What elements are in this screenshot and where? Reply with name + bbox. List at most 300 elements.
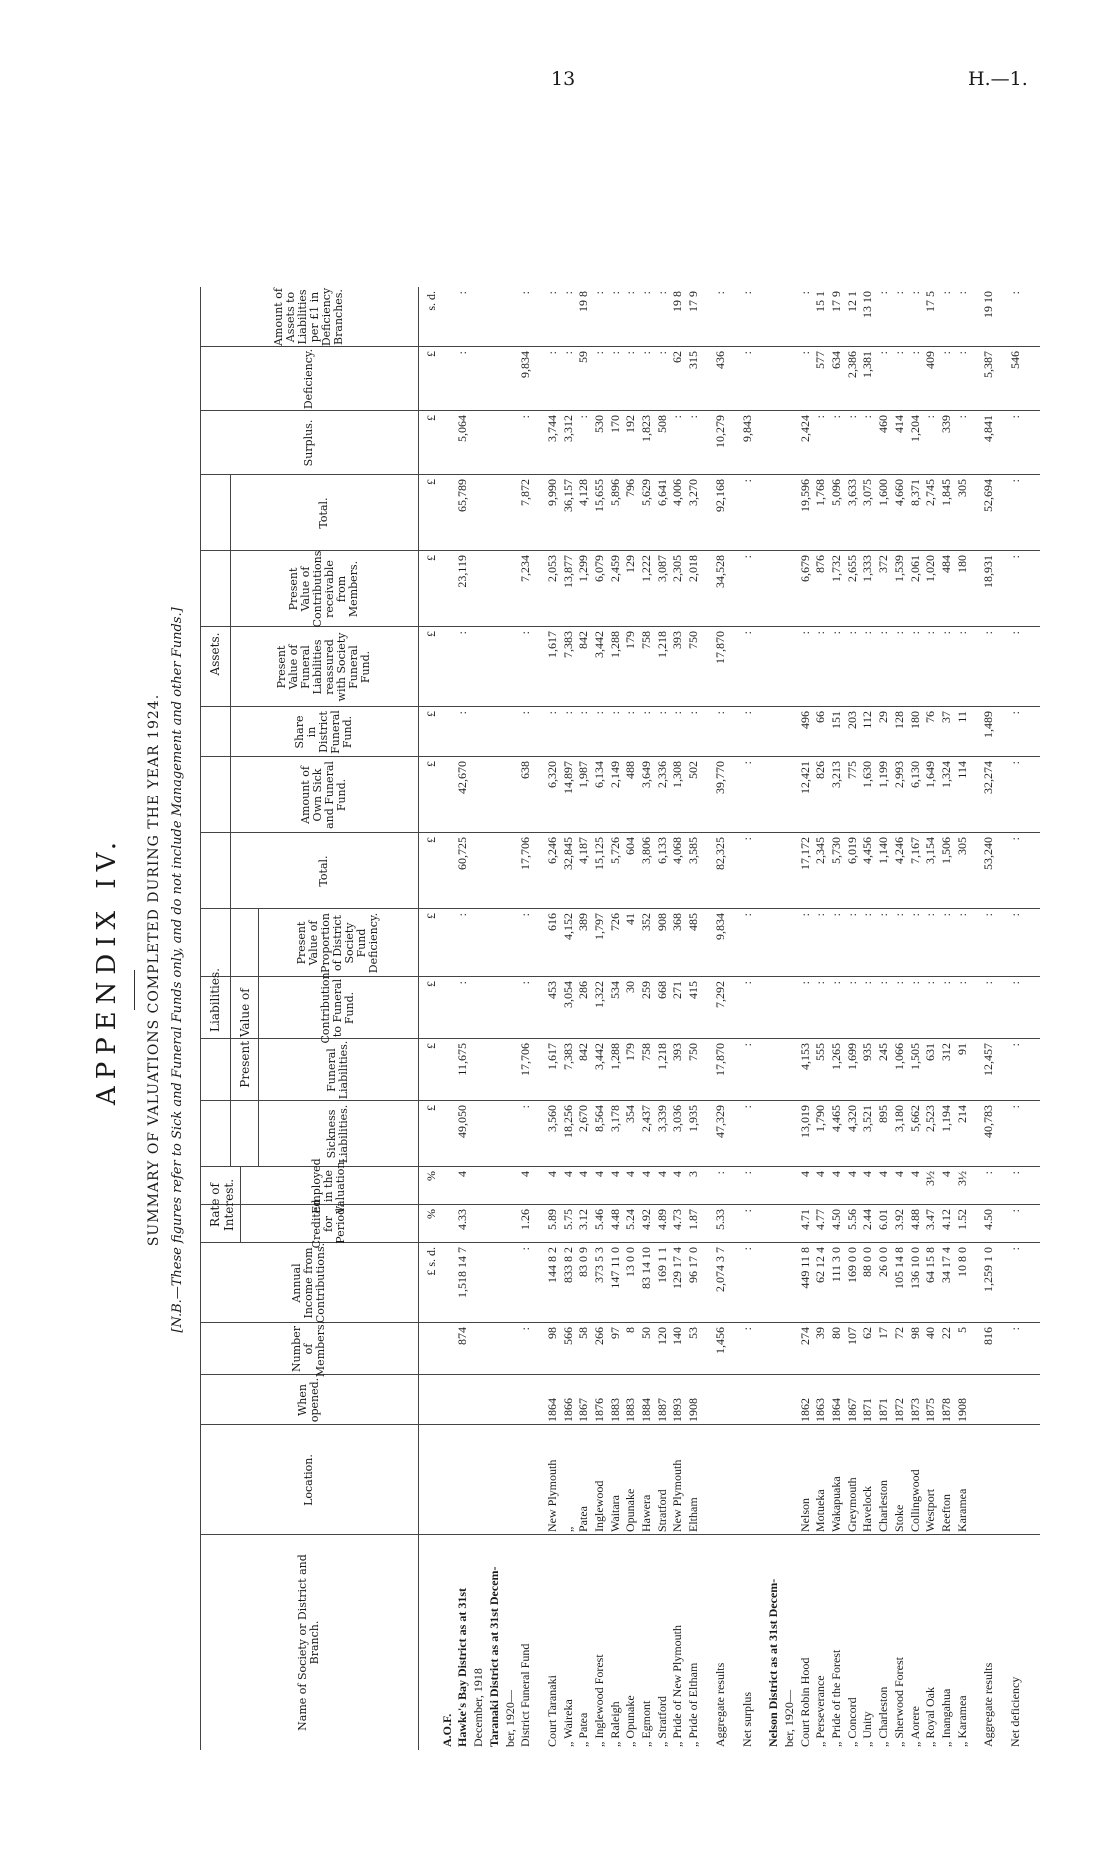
table-cell: 14,897 (560, 761, 575, 794)
table-cell: 4,246 (891, 837, 906, 864)
column-header-9: Funeral Liabilities. (325, 1040, 350, 1100)
table-cell: : (623, 291, 638, 295)
table-cell: 3,087 (654, 555, 669, 582)
table-cell: : (712, 1171, 727, 1175)
table-cell: 1867 (576, 1398, 591, 1422)
table-cell: „ Stratford (654, 1696, 669, 1747)
table-cell: : (1008, 415, 1023, 419)
table-cell: 15,655 (591, 479, 606, 512)
table-cell: 140 (670, 1327, 685, 1345)
table-cell: 4 (797, 1171, 812, 1177)
table-cell: 4 (576, 1171, 591, 1177)
table-cell: Opunake (623, 1488, 638, 1532)
table-cell: : (1008, 761, 1023, 765)
table-cell: : (813, 981, 828, 985)
table-cell: 58 (576, 1327, 591, 1339)
table-cell: 1,505 (907, 1043, 922, 1070)
table-cell: 13 10 (860, 291, 875, 318)
table-cell: 726 (607, 913, 622, 931)
table-cell: 98 (907, 1327, 922, 1339)
table-cell: : (844, 913, 859, 917)
table-cell: : (876, 981, 891, 985)
table-cell: : (739, 981, 754, 985)
table-cell: : (797, 981, 812, 985)
table-cell: : (981, 981, 996, 985)
table-cell: 4 (938, 1171, 953, 1177)
table-cell: 3,054 (560, 981, 575, 1008)
table-cell: 3.47 (923, 1209, 938, 1230)
table-cell: : (1008, 1327, 1023, 1331)
table-cell: : (739, 1105, 754, 1109)
table-cell: 179 (623, 631, 638, 649)
table-cell: 83 14 10 (639, 1247, 654, 1289)
table-cell: 17,870 (712, 631, 727, 664)
table-cell: 4 (639, 1171, 654, 1177)
column-header-1: Name of Society or District and Branch. (296, 1554, 321, 1731)
table-cell: 1862 (797, 1398, 812, 1422)
table-cell: 842 (576, 631, 591, 649)
table-cell: 1908 (686, 1398, 701, 1422)
table-cell: : (518, 1247, 533, 1251)
table-cell: 7,383 (560, 631, 575, 658)
table-cell: 1,823 (639, 415, 654, 442)
table-cell: 4.71 (797, 1209, 812, 1230)
table-cell: : (876, 351, 891, 355)
rotated-page (40, 150, 1040, 1790)
table-cell: : (1008, 913, 1023, 917)
table-cell: 1,259 1 0 (981, 1247, 996, 1292)
table-cell: : (891, 351, 906, 355)
table-cell: „ Egmont (639, 1700, 654, 1747)
table-cell: 66 (813, 711, 828, 723)
table-cell: Stratford (654, 1489, 669, 1532)
table-cell: 62 (670, 351, 685, 363)
table-cell: 1864 (829, 1398, 844, 1422)
table-cell: : (739, 711, 754, 715)
table-cell: 1,797 (591, 913, 606, 940)
table-cell: 18,256 (560, 1105, 575, 1138)
table-cell: 631 (923, 1043, 938, 1061)
table-cell: 4.33 (455, 1209, 470, 1230)
table-cell: 1,308 (670, 761, 685, 788)
header-top-rule (200, 287, 201, 1750)
table-cell: 1,222 (639, 555, 654, 582)
table-cell: 62 12 4 (813, 1247, 828, 1283)
table-cell: £ (424, 913, 438, 919)
table-cell: 60,725 (455, 837, 470, 870)
table-cell: : (591, 711, 606, 715)
table-cell: 169 1 1 (654, 1247, 669, 1283)
table-cell: 2.44 (860, 1209, 875, 1230)
table-cell: 96 17 0 (686, 1247, 701, 1283)
table-cell: 4.50 (829, 1209, 844, 1230)
table-cell: 4 (455, 1171, 470, 1177)
table-cell: 1,935 (686, 1105, 701, 1132)
table-cell: : (455, 351, 470, 355)
table-cell: : (1008, 1105, 1023, 1109)
table-cell: 9,834 (712, 913, 727, 940)
table-cell: 1,299 (576, 555, 591, 582)
table-cell: : (739, 761, 754, 765)
table-cell: : (560, 291, 575, 295)
table-cell: 3,180 (891, 1105, 906, 1132)
table-cell: 4,128 (576, 479, 591, 506)
table-cell: Reefton (938, 1494, 953, 1532)
table-cell: : (455, 981, 470, 985)
table-cell: 144 8 2 (544, 1247, 559, 1283)
table-cell: Hawke's Bay District as at 31st (455, 1588, 470, 1747)
table-cell: 3,154 (923, 837, 938, 864)
table-cell: „ Inangahua (938, 1688, 953, 1747)
table-cell: 4.73 (670, 1209, 685, 1230)
table-cell: 4,152 (560, 913, 575, 940)
table-cell: 5,064 (455, 415, 470, 442)
table-cell: 179 (623, 1043, 638, 1061)
table-cell: : (844, 631, 859, 635)
table-cell: 10 8 0 (954, 1247, 969, 1277)
table-cell: 136 10 0 (907, 1247, 922, 1289)
table-cell: : (797, 913, 812, 917)
table-cell: 3,744 (544, 415, 559, 442)
table-cell: : (518, 631, 533, 635)
table-cell: : (607, 351, 622, 355)
table-cell: 555 (813, 1043, 828, 1061)
table-cell: Havelock (860, 1486, 875, 1532)
table-cell: 2,459 (607, 555, 622, 582)
table-cell: : (518, 1327, 533, 1331)
table-cell: 1867 (844, 1398, 859, 1422)
table-cell: 1893 (670, 1398, 685, 1422)
table-cell: 1864 (544, 1398, 559, 1422)
table-cell: 1,630 (860, 761, 875, 788)
table-cell: : (518, 913, 533, 917)
table-cell: „ Pride of New Plymouth (670, 1625, 685, 1747)
table-cell: Net surplus (739, 1692, 754, 1747)
table-cell: 169 0 0 (844, 1247, 859, 1283)
table-cell: Motueka (813, 1489, 828, 1532)
table-cell: 19 8 (576, 291, 591, 312)
table-cell: 6.01 (876, 1209, 891, 1230)
column-header-3: When opened. (296, 1377, 321, 1423)
table-cell: : (829, 415, 844, 419)
table-cell: 147 11 0 (607, 1247, 622, 1289)
table-cell: 128 (891, 711, 906, 729)
table-cell: 92,168 (712, 479, 727, 512)
table-cell: 17 5 (923, 291, 938, 312)
table-cell: ber, 1920— (502, 1690, 517, 1747)
table-cell: : (739, 1171, 754, 1175)
table-cell: „ Waireka (560, 1699, 575, 1747)
table-cell: 1883 (607, 1398, 622, 1422)
table-cell: 1872 (891, 1398, 906, 1422)
table-cell: 4,841 (981, 415, 996, 442)
table-cell: 530 (591, 415, 606, 433)
table-cell: : (739, 1209, 754, 1213)
table-cell: : (686, 711, 701, 715)
table-cell: 129 17 4 (670, 1247, 685, 1289)
table-cell: : (891, 631, 906, 635)
table-cell: 4,465 (829, 1105, 844, 1132)
table-cell: 842 (576, 1043, 591, 1061)
table-cell: 8 (623, 1327, 638, 1333)
table-cell: 214 (954, 1105, 969, 1123)
table-cell: 2,670 (576, 1105, 591, 1132)
table-cell: 3,585 (686, 837, 701, 864)
table-cell: 372 (876, 555, 891, 573)
table-cell: 826 (813, 761, 828, 779)
table-cell: % (424, 1209, 438, 1219)
table-cell: 5,896 (607, 479, 622, 506)
table-cell: : (544, 351, 559, 355)
table-cell: 876 (813, 555, 828, 573)
table-cell: Charleston (876, 1480, 891, 1532)
table-cell: : (1008, 479, 1023, 483)
table-cell: 1,020 (923, 555, 938, 582)
table-cell: 1,790 (813, 1105, 828, 1132)
table-cell: : (623, 351, 638, 355)
table-cell: 17,172 (797, 837, 812, 870)
table-cell: : (981, 1171, 996, 1175)
table-cell: Karamea (954, 1488, 969, 1532)
table-cell: : (560, 711, 575, 715)
table-cell: : (686, 415, 701, 419)
table-cell: 2,993 (891, 761, 906, 788)
table-cell: 3,075 (860, 479, 875, 506)
table-cell: £ (424, 1105, 438, 1111)
table-cell: 2,345 (813, 837, 828, 864)
table-cell: : (518, 981, 533, 985)
table-cell: 352 (639, 913, 654, 931)
page-number: 13 (551, 68, 576, 90)
table-cell: „ Karamea (954, 1695, 969, 1747)
table-cell: 312 (938, 1043, 953, 1061)
column-header-7: Employed in the Valuation. (310, 1158, 347, 1214)
table-cell: 274 (797, 1327, 812, 1345)
table-cell: Stoke (891, 1504, 906, 1532)
table-cell: : (576, 711, 591, 715)
table-cell: 6,134 (591, 761, 606, 788)
table-cell: 49,050 (455, 1105, 470, 1138)
table-cell: 47,329 (712, 1105, 727, 1138)
table-cell: : (938, 631, 953, 635)
table-cell: 436 (712, 351, 727, 369)
table-cell: : (576, 415, 591, 419)
table-cell: 1884 (639, 1398, 654, 1422)
table-cell: Aggregate results (712, 1662, 727, 1747)
table-cell: : (876, 631, 891, 635)
table-cell: 758 (639, 1043, 654, 1061)
table-cell: : (829, 631, 844, 635)
table-cell: : (797, 631, 812, 635)
table-cell: 5.75 (560, 1209, 575, 1230)
table-cell: Nelson (797, 1498, 812, 1532)
table-cell: : (1008, 1209, 1023, 1213)
table-cell: 485 (686, 913, 701, 931)
table-cell: : (544, 711, 559, 715)
table-cell: 496 (797, 711, 812, 729)
table-cell: 5,629 (639, 479, 654, 506)
table-note: [N.B.—These figures refer to Sick and Funeral Funds only, and do not include Management and other Funds.] (170, 607, 185, 1333)
table-cell: 3.92 (891, 1209, 906, 1230)
group-header-rate-of-interest: Rate of Interest. (208, 1178, 236, 1232)
table-cell: 36,157 (560, 479, 575, 512)
table-cell: 18,931 (981, 555, 996, 588)
table-cell: 11 (954, 711, 969, 723)
table-cell: 72 (891, 1327, 906, 1339)
table-cell: 19 10 (981, 291, 996, 318)
table-cell: : (876, 291, 891, 295)
table-cell: 895 (876, 1105, 891, 1123)
table-cell: 484 (938, 555, 953, 573)
heading-rule (134, 970, 135, 1010)
table-cell: 2,305 (670, 555, 685, 582)
table-cell: 315 (686, 351, 701, 369)
table-cell: : (591, 351, 606, 355)
table-cell: 833 8 2 (560, 1247, 575, 1283)
table-cell: 120 (654, 1327, 669, 1345)
table-cell: Nelson District as at 31st Decem- (766, 1578, 781, 1747)
table-cell: 114 (954, 761, 969, 779)
table-cell: 50 (639, 1327, 654, 1339)
table-cell: 2,074 3 7 (712, 1247, 727, 1292)
table-cell: 42,670 (455, 761, 470, 794)
table-cell: : (923, 913, 938, 917)
column-header-18: Surplus. (302, 419, 315, 467)
table-cell: 9,843 (739, 415, 754, 442)
table-cell: 17 9 (686, 291, 701, 312)
table-cell: 9,834 (518, 351, 533, 378)
table-cell: 6,320 (544, 761, 559, 788)
table-cell: 5.46 (591, 1209, 606, 1230)
table-cell: : (654, 351, 669, 355)
column-header-17: Total. (317, 497, 330, 529)
table-cell: : (739, 1043, 754, 1047)
column-header-11: Present Value of Proportion of District Society Fund Deficiency. (295, 912, 380, 974)
table-cell: „ Concord (844, 1697, 859, 1747)
table-cell: 3½ (923, 1171, 938, 1186)
table-cell: £ (424, 761, 438, 767)
table-cell: 1.87 (686, 1209, 701, 1230)
table-cell: „ Royal Oak (923, 1687, 938, 1747)
table-cell: 409 (923, 351, 938, 369)
table-cell: Aggregate results (981, 1662, 996, 1747)
table-cell: 245 (876, 1043, 891, 1061)
table-cell: 3,521 (860, 1105, 875, 1132)
column-header-2: Location. (302, 1454, 315, 1506)
table-cell: 449 11 8 (797, 1247, 812, 1289)
column-header-4: Number of Members. (290, 1320, 327, 1378)
table-cell: 1871 (876, 1398, 891, 1422)
table-cell: 1,617 (544, 1043, 559, 1070)
table-cell: 4 (544, 1171, 559, 1177)
table-cell: 3,036 (670, 1105, 685, 1132)
table-cell: 8,371 (907, 479, 922, 506)
table-cell: 5,726 (607, 837, 622, 864)
table-cell: 5.56 (844, 1209, 859, 1230)
table-cell: 414 (891, 415, 906, 433)
table-cell: 354 (623, 1105, 638, 1123)
table-cell: 1,288 (607, 1043, 622, 1070)
table-cell: : (654, 291, 669, 295)
table-cell: 1,218 (654, 1043, 669, 1070)
table-cell: 3,442 (591, 1043, 606, 1070)
table-cell: 4 (560, 1171, 575, 1177)
table-cell: 6,130 (907, 761, 922, 788)
valuation-table (200, 170, 1040, 1750)
table-cell: 1,381 (860, 351, 875, 378)
table-cell: : (739, 479, 754, 483)
table-cell: Court Robin Hood (797, 1657, 812, 1747)
table-cell: £ (424, 1043, 438, 1049)
table-cell: : (891, 913, 906, 917)
table-cell: : (560, 351, 575, 355)
table-cell: 305 (954, 479, 969, 497)
table-cell: 12,421 (797, 761, 812, 794)
table-cell: : (739, 351, 754, 355)
table-cell: 17 (876, 1327, 891, 1339)
table-cell: 5 (954, 1327, 969, 1333)
table-cell: : (1008, 1171, 1023, 1175)
table-cell: „ Charleston (876, 1686, 891, 1747)
table-cell: 98 (544, 1327, 559, 1339)
table-cell: 4 (670, 1171, 685, 1177)
table-cell: £ s. d. (424, 1247, 438, 1276)
table-cell: 2,336 (654, 761, 669, 788)
column-header-5: Annual Income from Contributions. (290, 1242, 327, 1324)
table-cell: : (954, 631, 969, 635)
table-cell: 5,387 (981, 351, 996, 378)
table-cell: £ (424, 351, 438, 357)
table-cell: 2,745 (923, 479, 938, 506)
table-cell: : (455, 711, 470, 715)
table-cell: „ Opunake (623, 1695, 638, 1747)
column-rule (200, 1424, 1040, 1425)
table-cell: New Plymouth (670, 1459, 685, 1532)
table-cell: 1866 (560, 1398, 575, 1422)
table-cell: : (954, 351, 969, 355)
table-cell: 1,140 (876, 837, 891, 864)
table-cell: 4 (844, 1171, 859, 1177)
table-cell: 4 (907, 1171, 922, 1177)
table-cell: 1,204 (907, 415, 922, 442)
table-cell: 4,153 (797, 1043, 812, 1070)
table-cell: 7,167 (907, 837, 922, 864)
table-cell: 30 (623, 981, 638, 993)
table-cell: 1,288 (607, 631, 622, 658)
table-cell: 15 1 (813, 291, 828, 312)
table-cell: 23,119 (455, 555, 470, 588)
table-cell: 2,149 (607, 761, 622, 788)
table-cell: 1873 (907, 1398, 922, 1422)
table-cell: 1,199 (876, 761, 891, 788)
table-cell: 453 (544, 981, 559, 999)
table-cell: 4.77 (813, 1209, 828, 1230)
table-cell: 32,274 (981, 761, 996, 794)
table-cell: 1875 (923, 1398, 938, 1422)
table-cell: : (797, 351, 812, 355)
table-cell: 59 (576, 351, 591, 363)
table-cell: 266 (591, 1327, 606, 1345)
table-cell: 1,456 (712, 1327, 727, 1354)
table-cell: 1,333 (860, 555, 875, 582)
table-cell: „ Unity (860, 1711, 875, 1747)
table-cell: 259 (639, 981, 654, 999)
table-cell: 874 (455, 1327, 470, 1345)
table-cell: 1,518 14 7 (455, 1247, 470, 1298)
table-cell: 389 (576, 913, 591, 931)
table-cell: 3,806 (639, 837, 654, 864)
table-cell: Westport (923, 1488, 938, 1532)
